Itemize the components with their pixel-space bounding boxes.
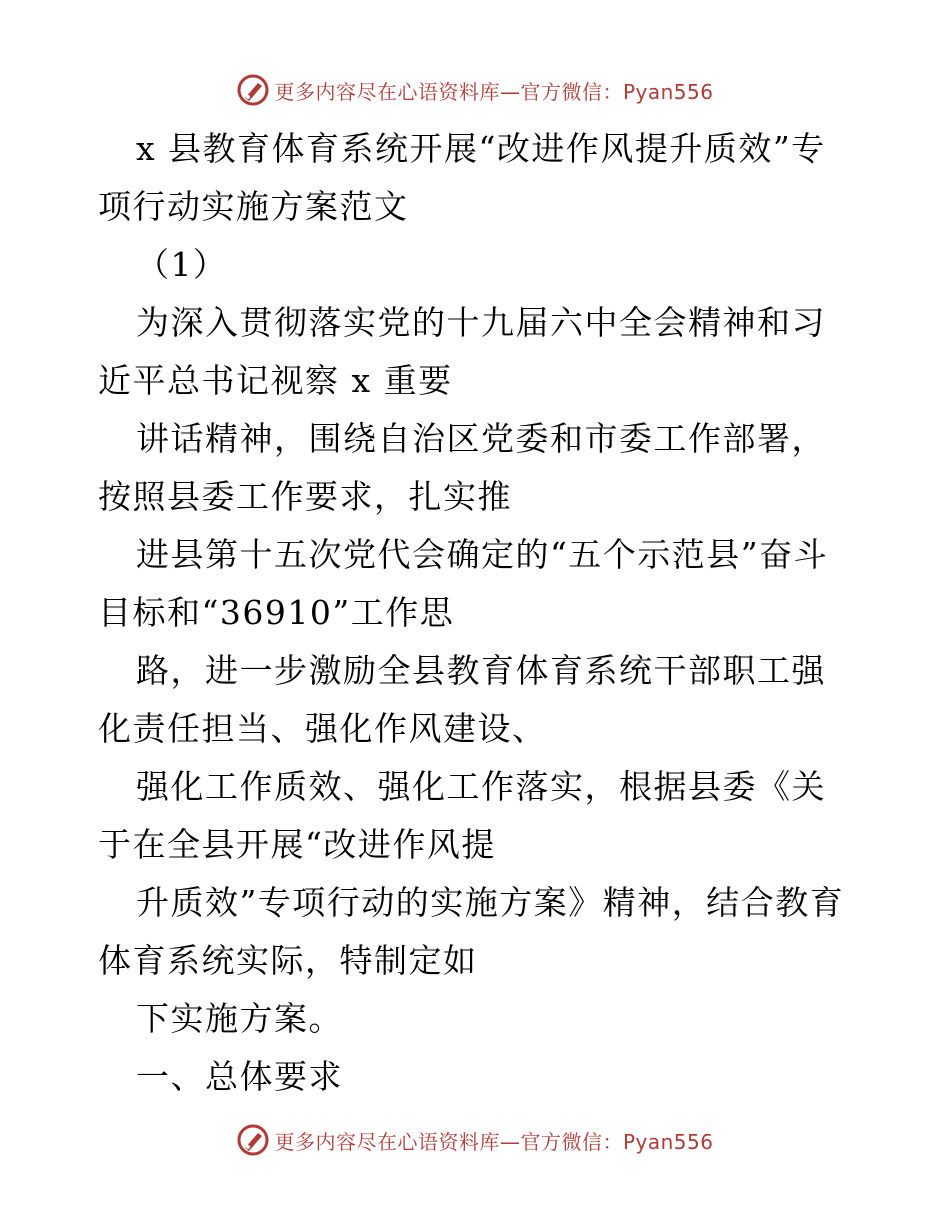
- paragraph: 升质效”专项行动的实施方案》精神，结合教育体育系统实际，特制定如: [98, 883, 845, 980]
- paragraph: 路，进一步激励全县教育体育系统干部职工强化责任担当、强化作风建设、: [98, 651, 826, 748]
- document-body: [98, 120, 858, 1106]
- section-number: （1）: [135, 245, 228, 284]
- document-title: x 县教育体育系统开展“改进作风提升质效”专项行动实施方案范文: [98, 129, 826, 226]
- pen-logo-icon: [236, 1123, 270, 1157]
- paragraph: 进县第十五次党代会确定的“五个示范县”奋斗目标和“36910”工作思: [98, 535, 829, 632]
- paragraph: 下实施方案。: [135, 999, 343, 1038]
- section-heading: 一、总体要求: [135, 1057, 343, 1096]
- paragraph: 为深入贯彻落实党的十九届六中全会精神和习近平总书记视察 x 重要: [98, 303, 826, 400]
- watermark-footer: [0, 1120, 950, 1160]
- paragraph: 强化工作质效、强化工作落实，根据县委《关于在全县开展“改进作风提: [98, 767, 826, 864]
- watermark-text: 更多内容尽在心语资料库—官方微信：Pyan556: [274, 1129, 714, 1154]
- watermark-text: 更多内容尽在心语资料库—官方微信：Pyan556: [274, 79, 714, 104]
- watermark-header: [0, 70, 950, 110]
- pen-logo-icon: [236, 73, 270, 107]
- paragraph: 讲话精神，围绕自治区党委和市委工作部署，按照县委工作要求，扎实推: [98, 419, 826, 516]
